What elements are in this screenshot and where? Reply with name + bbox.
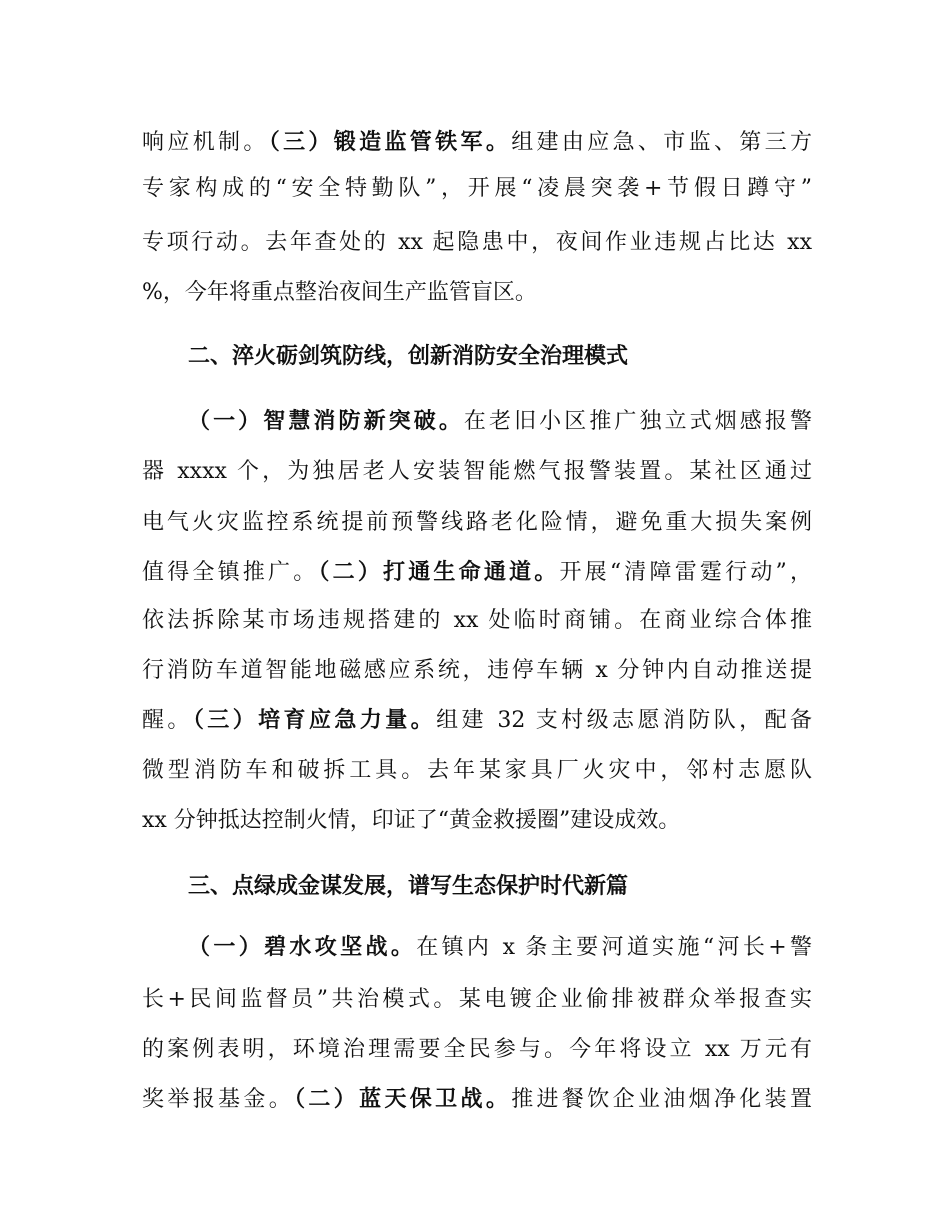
paragraph-line: %，今年将重点整治夜间生产监管盲区。	[142, 280, 537, 305]
paragraph-line: 专项行动。去年查处的 xx 起隐患中，夜间作业违规占比达 xx	[142, 230, 812, 255]
section-heading: 二、淬火砺剑筑防线，创新消防安全治理模式	[188, 344, 629, 369]
text-run: 组建 32 支村级志愿消防队，配备	[436, 708, 812, 733]
bold-subheading: （一）碧水攻坚战。	[188, 935, 417, 960]
text-run: 在镇内 x 条主要河道实施“河长+警	[416, 935, 812, 960]
paragraph-line	[188, 933, 812, 963]
paragraph-line: 微型消防车和破拆工具。去年某家具厂火灾中，邻村志愿队	[142, 758, 812, 783]
bold-subheading: （一）智慧消防新突破。	[188, 409, 464, 434]
text-run: 值得全镇推广。	[142, 560, 319, 585]
bold-subheading: （三）培育应急力量。	[192, 708, 437, 733]
paragraph-line	[142, 1085, 812, 1115]
text-run: 醒。	[142, 708, 193, 733]
paragraph-line: 专家构成的“安全特勤队”，开展“凌晨突袭+节假日蹲守”	[142, 176, 812, 201]
paragraph-line: 的案例表明，环境治理需要全民参与。今年将设立 xx 万元有	[142, 1037, 812, 1062]
text-run: 在老旧小区推广独立式烟感报警	[463, 409, 812, 434]
bold-subheading: （三）锻造监管铁军。	[268, 130, 512, 155]
bold-subheading: （二）打通生命通道。	[318, 560, 560, 585]
paragraph-line: 长+民间监督员”共治模式。某电镀企业偷排被群众举报查实	[142, 987, 812, 1012]
paragraph-line	[188, 407, 812, 437]
paragraph-line: 行消防车道智能地磁感应系统，违停车辆 x 分钟内自动推送提	[142, 658, 812, 683]
paragraph-line: 电气火灾监控系统提前预警线路老化险情，避免重大损失案例	[142, 510, 812, 535]
paragraph-line	[142, 706, 812, 736]
text-run: 开展“清障雷霆行动”，	[559, 560, 812, 585]
bold-subheading: （二）蓝天保卫战。	[294, 1087, 512, 1112]
text-run: 奖举报基金。	[142, 1087, 295, 1112]
text-run: 响应机制。	[142, 130, 269, 155]
section-heading: 三、点绿成金谋发展，谱写生态保护时代新篇	[188, 874, 629, 899]
paragraph-line	[142, 558, 812, 588]
text-run: 组建由应急、市监、第三方	[511, 130, 812, 155]
text-run: 推进餐饮企业油烟净化装置	[511, 1087, 812, 1112]
paragraph-line: xx 分钟抵达控制火情，印证了“黄金救援圈”建设成效。	[142, 808, 681, 833]
paragraph-line: 器 xxxx 个，为独居老人安装智能燃气报警装置。某社区通过	[142, 459, 812, 484]
paragraph-line	[142, 128, 812, 158]
paragraph-line: 依法拆除某市场违规搭建的 xx 处临时商铺。在商业综合体推	[142, 608, 812, 633]
